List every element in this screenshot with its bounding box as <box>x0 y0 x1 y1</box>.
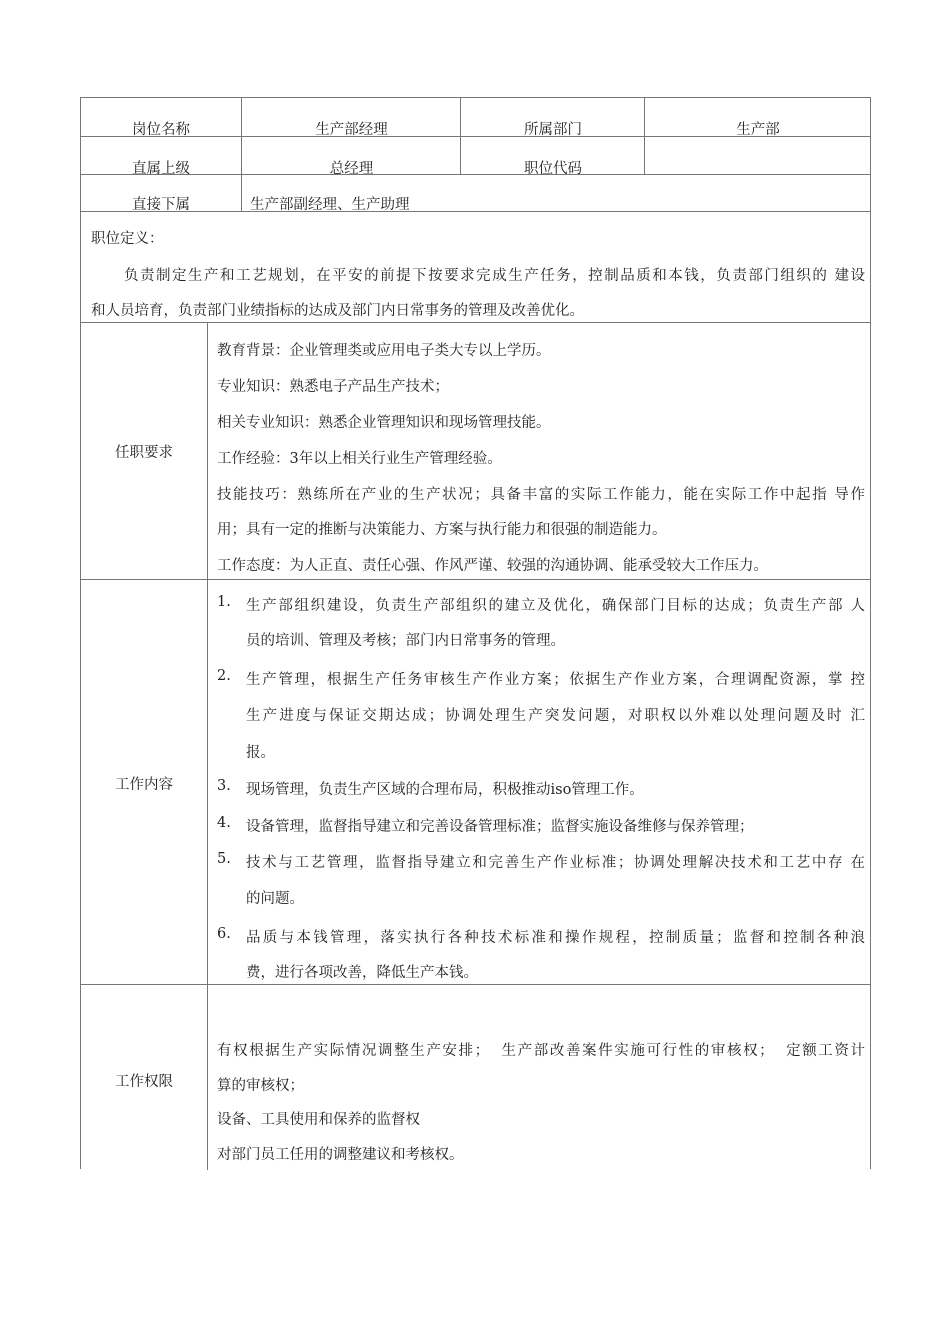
duty-2-line-3: 报。 <box>246 745 275 761</box>
definition-line-1: 负责制定生产和工艺规划，在平安的前提下按要求完成生产任务，控制品质和本钱，负责部门组织的 建设 <box>124 268 865 284</box>
requirements-section <box>81 323 870 580</box>
position-name-value: 生产部经理 <box>315 122 388 138</box>
authority-label-cell <box>81 985 208 1170</box>
row-position <box>81 98 870 137</box>
authority-section <box>81 985 870 1170</box>
duties-label-cell <box>81 580 208 984</box>
department-label: 所属部门 <box>524 122 582 138</box>
duty-2-num: 2. <box>217 668 231 684</box>
department-label-cell <box>460 98 644 136</box>
requirements-label-cell <box>81 323 208 579</box>
duty-6-num: 6. <box>217 926 231 942</box>
duty-5-line-1: 技术与工艺管理，监督指导建立和完善生产作业标准；协调处理解决技术和工艺中存 在 <box>246 855 865 871</box>
subordinate-label: 直接下属 <box>132 197 190 213</box>
duty-4-num: 4. <box>217 815 231 831</box>
superior-value-cell <box>241 137 460 177</box>
duties-label: 工作内容 <box>115 777 173 793</box>
superior-value: 总经理 <box>329 161 374 177</box>
authority-line-3: 设备、工具使用和保养的监督权 <box>217 1112 420 1128</box>
duty-6-line-2: 费，进行各项改善，降低生产本钱。 <box>246 965 478 981</box>
duty-4-line-1: 设备管理，监督指导建立和完善设备管理标准；监督实施设备维修与保养管理； <box>246 819 754 835</box>
subordinate-label-cell <box>81 175 241 211</box>
department-value-cell <box>644 98 870 136</box>
definition-line-2: 和人员培育，负责部门业绩指标的达成及部门内日常事务的管理及改善优化。 <box>91 303 584 319</box>
row-superior <box>81 137 870 175</box>
position-code-value-cell <box>644 137 870 174</box>
department-value: 生产部 <box>736 122 780 138</box>
superior-label: 直属上级 <box>132 161 190 177</box>
definition-section <box>81 212 870 323</box>
duty-3-line-1: 现场管理，负责生产区域的合理布局，积极推动iso管理工作。 <box>246 782 644 798</box>
req-experience: 工作经验：3年以上相关行业生产管理经验。 <box>217 451 502 467</box>
definition-title: 职位定义： <box>91 231 164 247</box>
position-code-label-cell <box>460 137 644 177</box>
duty-1-line-1: 生产部组织建设，负责生产部组织的建立及优化，确保部门目标的达成；负责生产部 人 <box>246 598 865 614</box>
req-related: 相关专业知识：熟悉企业管理知识和现场管理技能。 <box>217 415 551 431</box>
requirements-label: 任职要求 <box>115 445 173 461</box>
duty-2-line-2: 生产进度与保证交期达成；协调处理生产突发问题，对职权以外难以处理问题及时 汇 <box>246 708 865 724</box>
authority-line-4: 对部门员工任用的调整建议和考核权。 <box>217 1147 464 1163</box>
req-knowledge: 专业知识：熟悉电子产品生产技术； <box>217 379 449 395</box>
position-name-label: 岗位名称 <box>132 122 190 138</box>
authority-line-2: 算的审核权； <box>217 1078 304 1094</box>
subordinate-value-cell <box>241 175 870 211</box>
req-skills-line-2: 用；具有一定的推断与决策能力、方案与执行能力和很强的制造能力。 <box>217 522 667 538</box>
authority-label: 工作权限 <box>115 1074 173 1090</box>
superior-label-cell <box>81 137 241 177</box>
req-attitude: 工作态度：为人正直、责任心强、作风严谨、较强的沟通协调、能承受较大工作压力。 <box>217 558 768 574</box>
job-description-table <box>80 97 871 1169</box>
req-skills-line-1: 技能技巧：熟练所在产业的生产状况；具备丰富的实际工作能力，能在实际工作中起指 导作 <box>217 487 865 503</box>
req-education: 教育背景：企业管理类或应用电子类大专以上学历。 <box>217 343 551 359</box>
position-name-value-cell <box>241 98 460 136</box>
authority-line-1: 有权根据生产实际情况调整生产安排； 生产部改善案件实施可行性的审核权； 定额工资计 <box>217 1043 865 1059</box>
duty-5-num: 5. <box>217 851 231 867</box>
duty-2-line-1: 生产管理，根据生产任务审核生产作业方案；依据生产作业方案，合理调配资源，掌 控 <box>246 672 865 688</box>
duty-6-line-1: 品质与本钱管理，落实执行各种技术标准和操作规程，控制质量；监督和控制各种浪 <box>246 930 865 946</box>
duty-1-line-2: 员的培训、管理及考核；部门内日常事务的管理。 <box>246 633 565 649</box>
subordinate-value: 生产部副经理、生产助理 <box>250 197 410 213</box>
duty-3-num: 3. <box>217 778 231 794</box>
duty-5-line-2: 的问题。 <box>246 891 304 907</box>
duties-section <box>81 580 870 985</box>
position-code-label: 职位代码 <box>524 161 582 177</box>
row-subordinate <box>81 175 870 212</box>
duty-1-num: 1. <box>217 594 231 610</box>
